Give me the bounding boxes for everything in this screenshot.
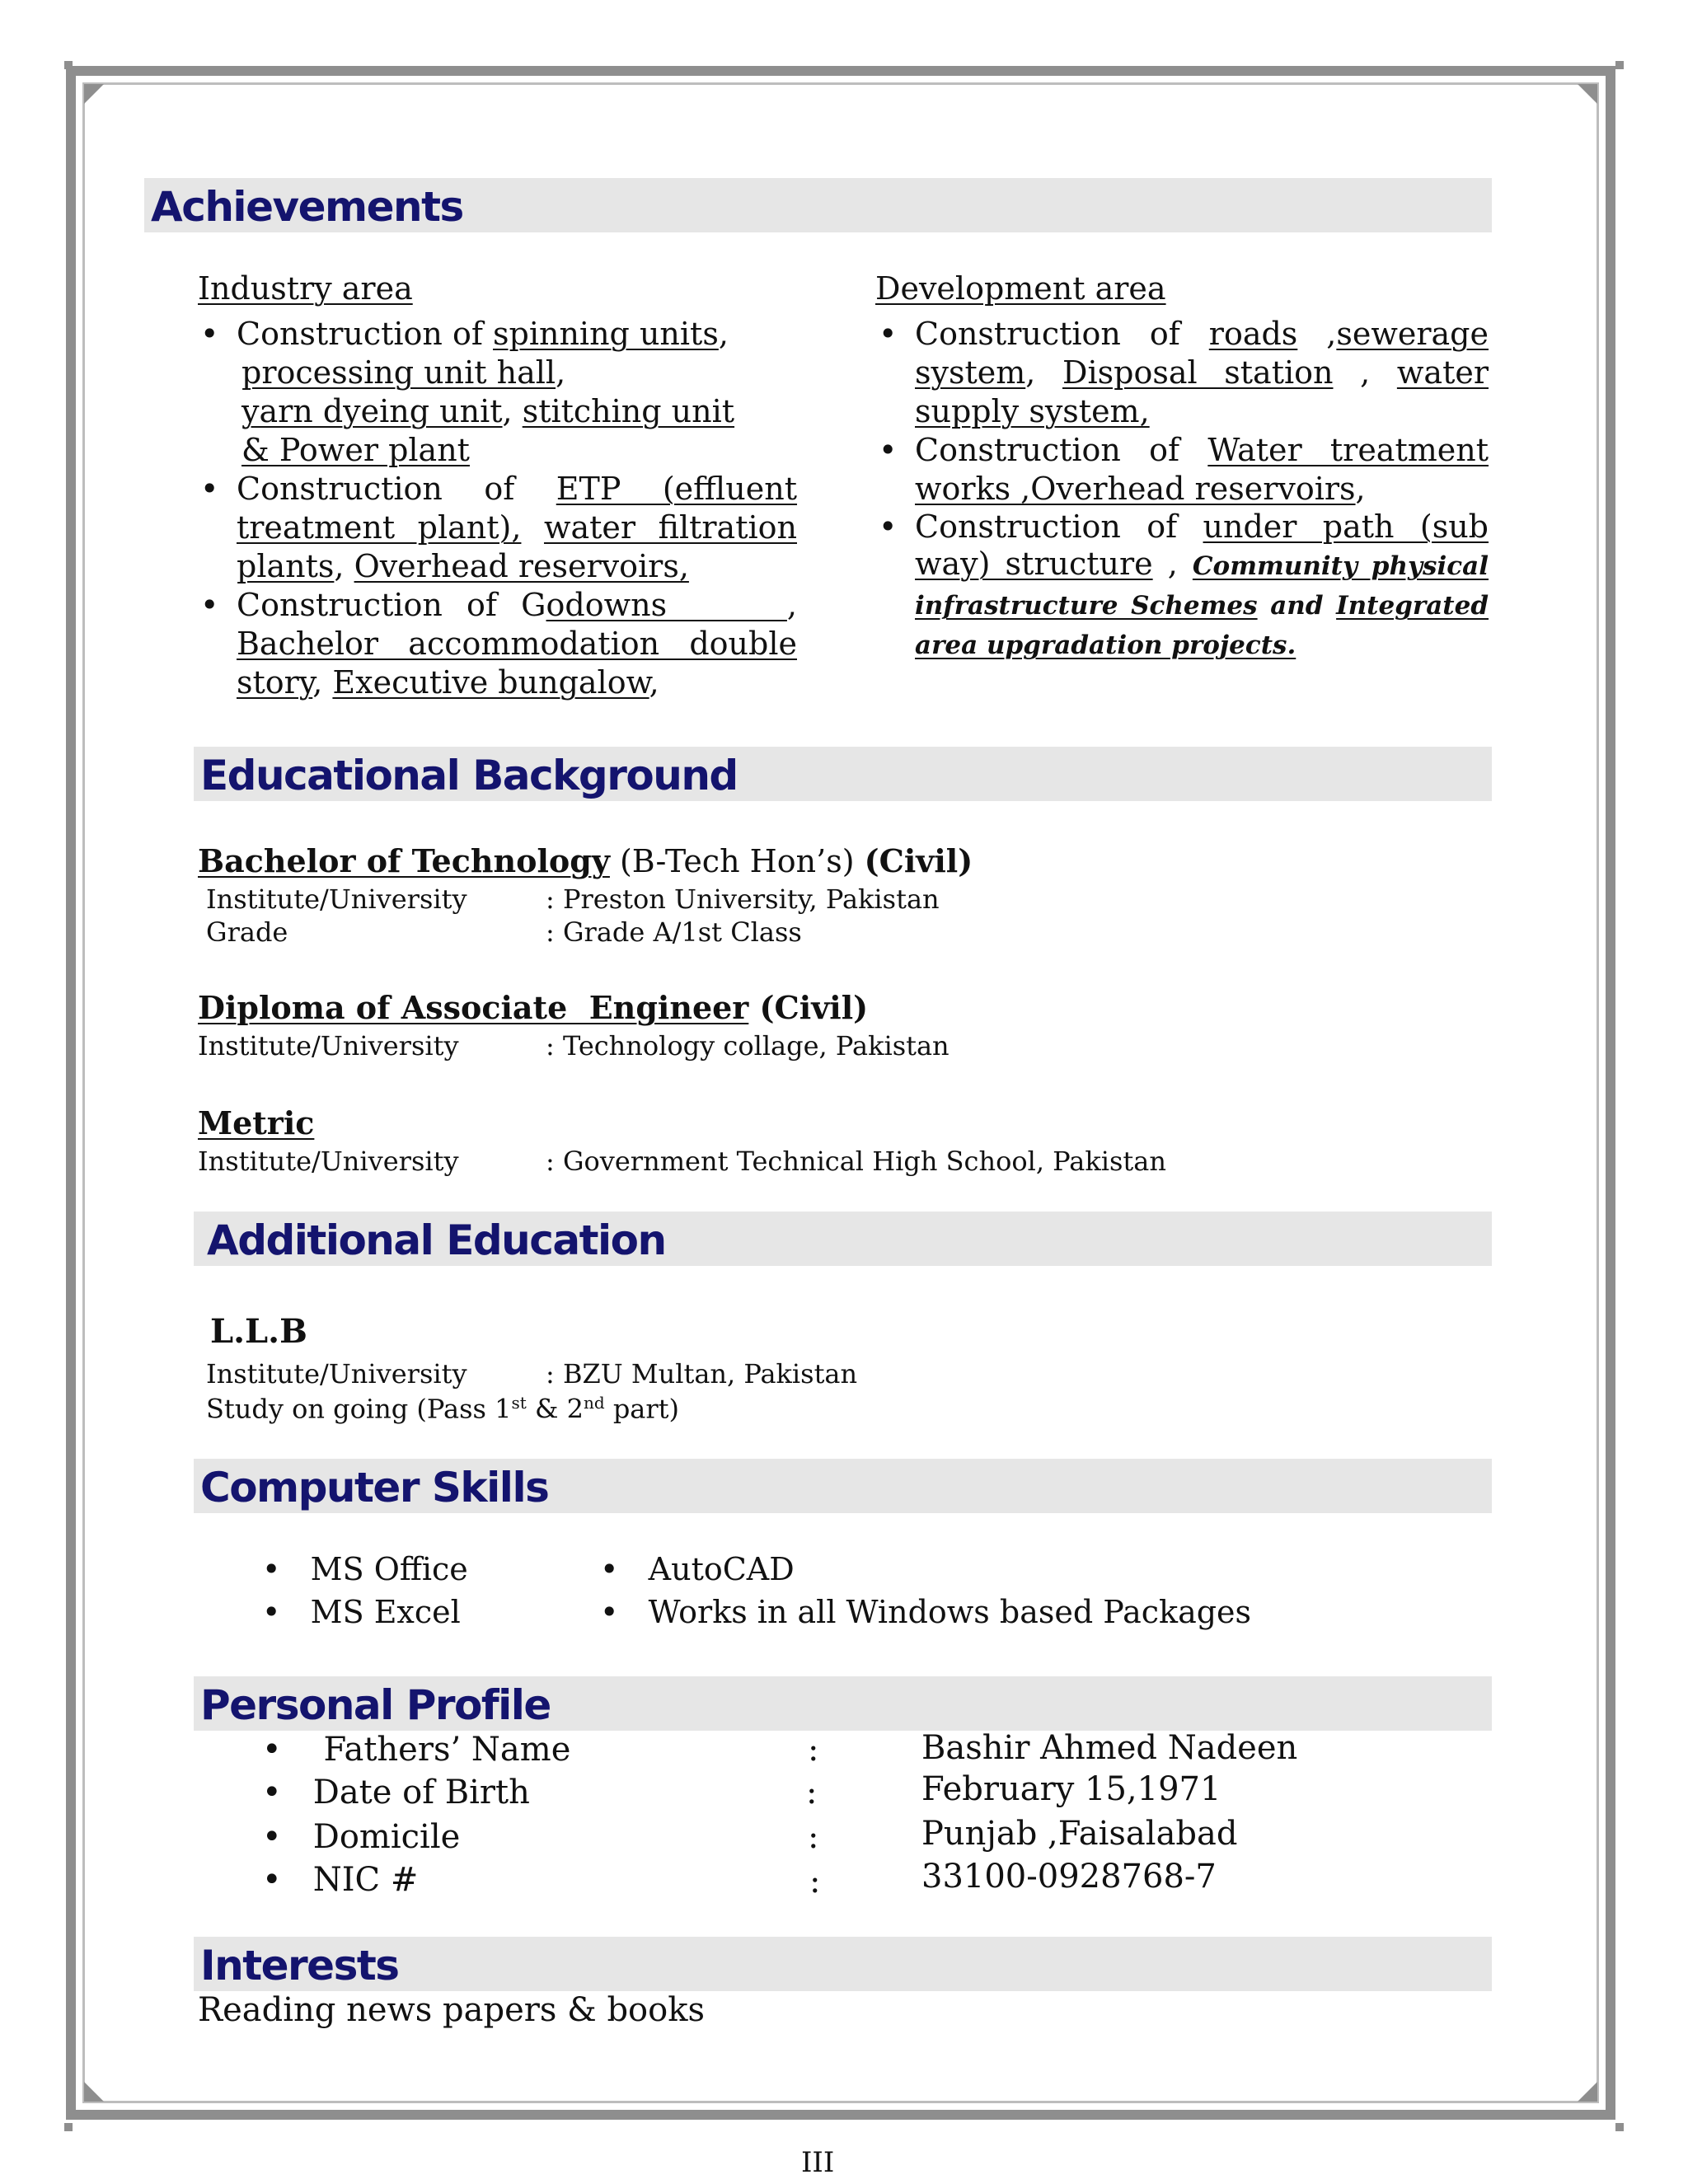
profile-separator: : (806, 1774, 818, 1811)
field-label: Institute/University (198, 1030, 459, 1062)
text: , (1333, 354, 1397, 391)
border-inner-right (1597, 82, 1599, 2103)
field-label: Institute/University (206, 883, 467, 915)
corner-dot (64, 2123, 73, 2131)
corner-ornament-bottom-right (1578, 2082, 1597, 2102)
text: Study on going (Pass 1 (206, 1393, 512, 1425)
text: , (334, 548, 354, 584)
list-item (915, 509, 1489, 664)
profile-label: • Domicile (262, 1818, 461, 1856)
text: Executive bungalow (332, 664, 649, 701)
section-title: Computer Skills (200, 1464, 549, 1511)
corner-ornament-bottom-left (84, 2082, 104, 2102)
section-title: Additional Education (207, 1216, 666, 1264)
page-number: III (801, 2146, 835, 2179)
profile-separator: : (809, 1863, 821, 1900)
corner-dot (64, 61, 73, 69)
section-header-computer (194, 1459, 1492, 1513)
text: (B-Tech Hon’s) (609, 843, 865, 879)
study-status (206, 1393, 679, 1425)
text: , (502, 393, 523, 429)
corner-ornament-top-right (1578, 84, 1597, 104)
text: Construction of G (237, 587, 546, 623)
text: Bachelor accommodation double story (237, 626, 797, 701)
text (521, 509, 544, 546)
section-title: Interests (200, 1942, 399, 1990)
text: Construction of (237, 316, 493, 352)
text: part) (604, 1393, 680, 1425)
profile-value: 33100-0928768-7 (921, 1858, 1217, 1896)
text: stitching unit (522, 393, 735, 429)
skill-item: • MS Office (262, 1551, 468, 1587)
text: , (1152, 546, 1193, 582)
section-title: Educational Background (200, 752, 738, 799)
development-area-heading: Development area (875, 270, 1166, 307)
text: st (511, 1393, 527, 1413)
field-value: : Grade A/1st Class (546, 916, 802, 948)
text: yarn dyeing unit (241, 393, 503, 429)
section-header-personal (194, 1676, 1492, 1731)
degree-llb: L.L.B (210, 1312, 307, 1351)
text: MS Excel (310, 1594, 461, 1630)
degree-title: Metric (198, 1104, 315, 1141)
degree-metric (198, 1104, 314, 1141)
field-label: Institute/University (206, 1358, 467, 1390)
profile-value: Punjab ,Faisalabad (921, 1815, 1238, 1853)
text: water supply system, (915, 354, 1489, 429)
profile-label: • NIC # (262, 1861, 419, 1899)
field-value: : Technology collage, Pakistan (546, 1030, 950, 1062)
text: Integrated area upgradation projects. (915, 591, 1489, 660)
text: ETP (effluent treatment plant), (237, 471, 798, 546)
text: , (1355, 471, 1366, 507)
section-header-education (194, 747, 1492, 801)
degree-dae (198, 989, 868, 1026)
border-top (66, 66, 1615, 76)
field-value: : Government Technical High School, Pakistan (546, 1146, 1166, 1177)
text: water filtration plants (237, 509, 797, 584)
text: , (718, 316, 729, 352)
text: MS Office (310, 1551, 468, 1587)
list-item (237, 470, 797, 586)
profile-separator: : (808, 1818, 819, 1856)
border-right (1606, 66, 1615, 2120)
text: AutoCAD (648, 1551, 795, 1587)
degree-btech (198, 842, 973, 879)
section-title: Personal Profile (200, 1681, 551, 1729)
corner-dot (1615, 61, 1624, 69)
border-inner-top (82, 82, 1599, 85)
profile-value: February 15,1971 (921, 1770, 1221, 1808)
border-bottom (66, 2110, 1615, 2120)
text: sewerage system (915, 316, 1489, 391)
text: Construction of (915, 316, 1209, 352)
industry-area-heading: Industry area (198, 270, 413, 307)
section-header-additional (194, 1212, 1492, 1266)
corner-ornament-top-left (84, 84, 104, 104)
text: Date of Birth (312, 1774, 530, 1811)
text: nd (583, 1393, 605, 1413)
border-inner-bottom (82, 2101, 1599, 2103)
text: roads (1208, 316, 1298, 352)
text: , (1025, 354, 1062, 391)
section-header-achievements (144, 178, 1492, 232)
profile-label: • Date of Birth (262, 1774, 530, 1811)
text: odowns (546, 587, 787, 623)
skill-item: • MS Excel (262, 1594, 461, 1630)
development-list (915, 315, 1489, 664)
text: Water treatment works ,Overhead reservoirs (915, 432, 1489, 507)
list-item (915, 315, 1489, 431)
text: processing unit hall (241, 354, 556, 391)
section-header-interests (194, 1937, 1492, 1991)
text: , (556, 354, 566, 391)
field-label: Institute/University (198, 1146, 459, 1177)
text: Construction of (237, 471, 556, 507)
field-label: Grade (206, 916, 288, 948)
text: Fathers’ Name (323, 1731, 571, 1769)
degree-title: Bachelor of Technology (198, 842, 610, 879)
field-value: : BZU Multan, Pakistan (546, 1358, 858, 1390)
corner-dot (1615, 2123, 1624, 2131)
text: & 2 (526, 1393, 584, 1425)
list-item (237, 586, 797, 702)
text: , (786, 587, 797, 623)
text: , (649, 664, 659, 701)
profile-separator: : (808, 1731, 819, 1769)
degree-title: Diploma of Associate Engineer (198, 989, 749, 1026)
text: NIC # (312, 1861, 419, 1899)
border-left (66, 66, 76, 2120)
text: Domicile (312, 1818, 461, 1856)
text: , (1297, 316, 1337, 352)
list-item (237, 315, 797, 470)
text: Construction of (915, 509, 1203, 545)
text: spinning units (493, 316, 719, 352)
industry-list (237, 315, 797, 702)
list-item (915, 431, 1489, 509)
profile-label: • Fathers’ Name (262, 1731, 571, 1769)
text: Works in all Windows based Packages (648, 1594, 1252, 1630)
border-inner-left (82, 82, 85, 2103)
text: , (312, 664, 333, 701)
section-title: Achievements (151, 183, 463, 231)
text: Construction of (915, 432, 1208, 468)
text: under path (sub way) structure (915, 509, 1489, 582)
text: and (1257, 591, 1337, 621)
skill-item: • Works in all Windows based Packages (600, 1594, 1252, 1630)
field-value: : Preston University, Pakistan (546, 883, 940, 915)
text: Disposal station (1062, 354, 1334, 391)
text: Community physical infrastructure Schemes (915, 551, 1489, 621)
interests-text: Reading news papers & books (198, 1991, 705, 2029)
text: & Power plant (241, 432, 470, 468)
text: (Civil) (864, 842, 973, 879)
text: (Civil) (748, 989, 869, 1026)
profile-value: Bashir Ahmed Nadeen (921, 1729, 1298, 1767)
skill-item: • AutoCAD (600, 1551, 795, 1587)
text: Overhead reservoirs, (354, 548, 689, 584)
